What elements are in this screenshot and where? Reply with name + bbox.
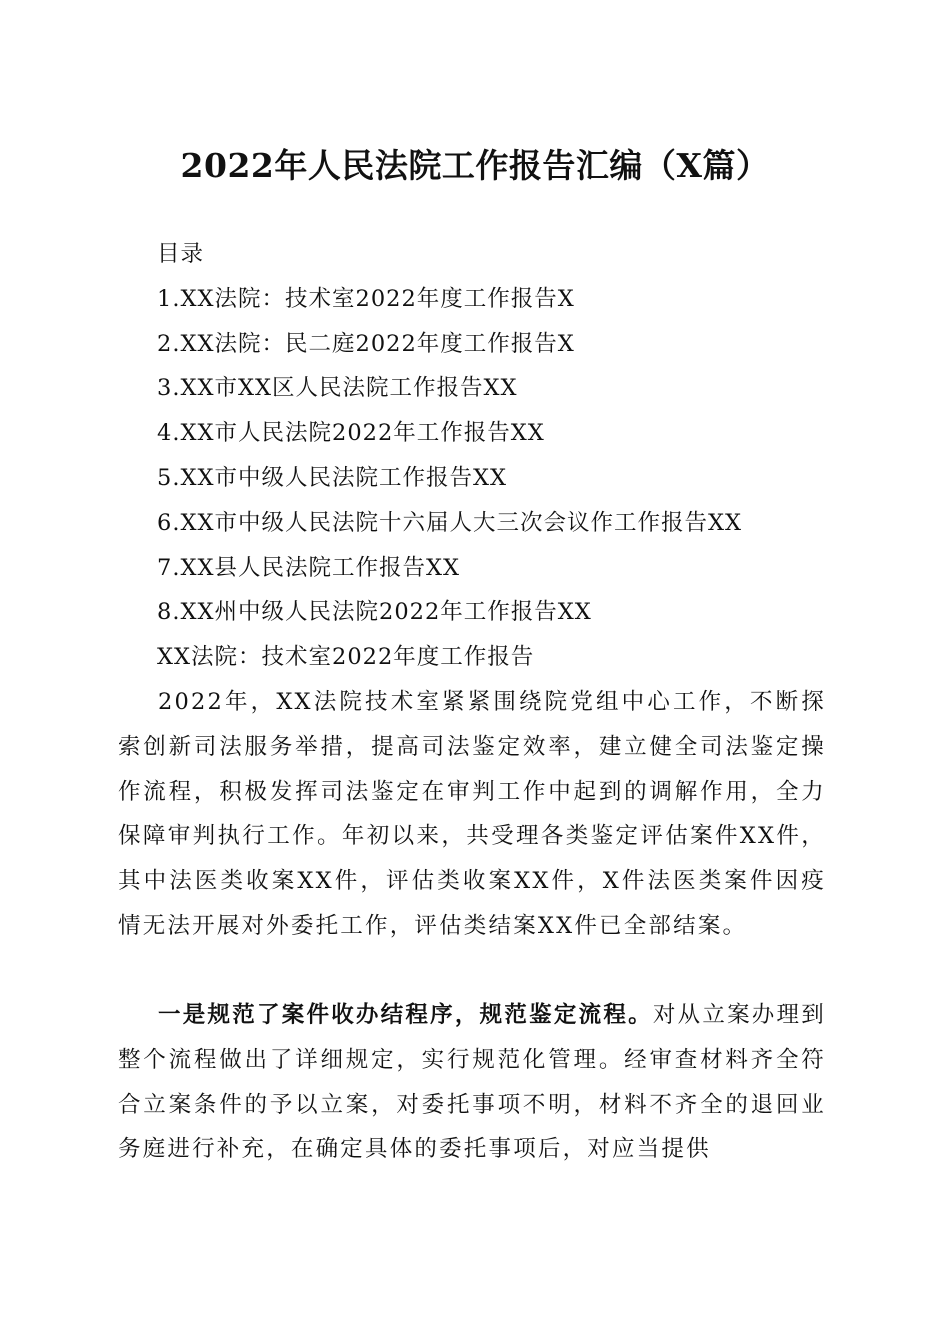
toc-item: 1.XX法院：技术室2022年度工作报告X bbox=[157, 285, 575, 312]
paragraph-text: 对从立案办理到整个流程做出了详细规定，实行规范化管理。经审查材料齐全符合立案条件的予以立案，对委托事项不明，材料不齐全的退回业务庭进行补充，在确定具体的委托事项后，对应当提供 bbox=[118, 1002, 826, 1163]
body-paragraph: 2022年，XX法院技术室紧紧围绕院党组中心工作，不断探索创新司法服务举措，提高司法鉴定效率，建立健全司法鉴定操作流程，积极发挥司法鉴定在审判工作中起到的调解作用，全力保障审判执行工作。年初以来，共受理各类鉴定评估案件XX件，其中法医类收案XX件，评估类收案XX件，X件法医类案件因疫情无法开展对外委托工作，评估类结案XX件已全部结案。 bbox=[118, 689, 826, 939]
toc-item: 3.XX市XX区人民法院工作报告XX bbox=[157, 375, 518, 402]
toc-item: 5.XX市中级人民法院工作报告XX bbox=[157, 464, 508, 491]
toc-item: 4.XX市人民法院2022年工作报告XX bbox=[157, 420, 545, 447]
table-of-contents bbox=[157, 232, 857, 680]
document-title: 2022年人民法院工作报告汇编（X篇） bbox=[180, 146, 770, 185]
toc-item: 2.XX法院：民二庭2022年度工作报告X bbox=[157, 330, 575, 357]
toc-item: 7.XX县人民法院工作报告XX bbox=[157, 554, 461, 581]
paragraph-lead: 一是规范了案件收办结程序，规范鉴定流程。 bbox=[158, 1002, 653, 1028]
section-title: XX法院：技术室2022年度工作报告 bbox=[157, 644, 535, 671]
toc-item: 8.XX州中级人民法院2022年工作报告XX bbox=[157, 599, 592, 626]
toc-item: 6.XX市中级人民法院十六届人大三次会议作工作报告XX bbox=[157, 509, 743, 536]
toc-heading: 目录 bbox=[157, 241, 205, 267]
body-paragraph bbox=[118, 993, 826, 1172]
